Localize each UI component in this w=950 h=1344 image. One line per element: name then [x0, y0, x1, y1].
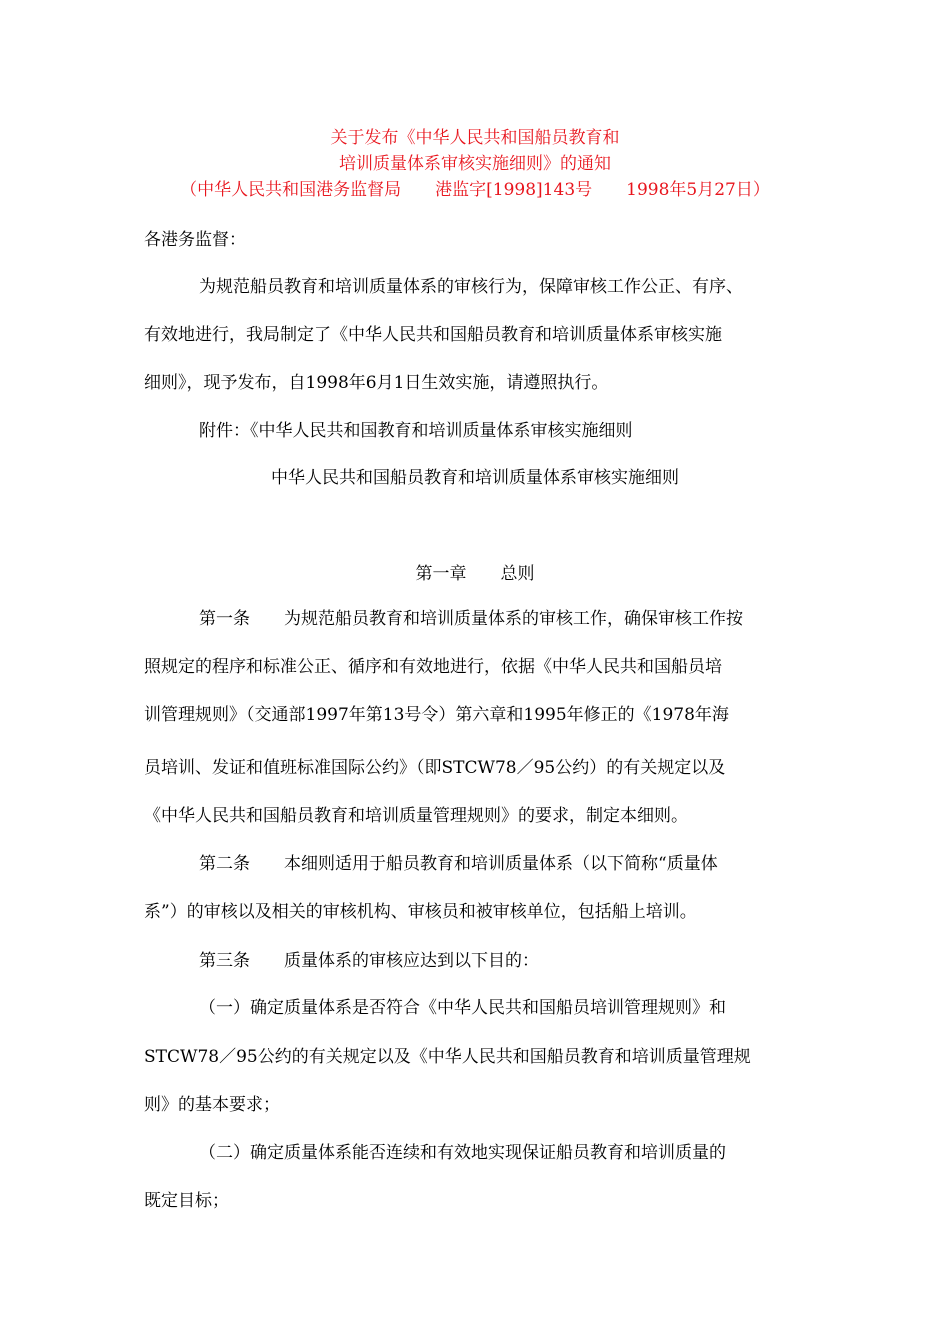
- article-1-line: 训管理规则》（交通部1997年第13号令）第六章和1995年修正的《1978年海: [144, 705, 729, 725]
- issuer-line: （中华人民共和国港务监督局 港监字[1998]143号 1998年5月27日）: [180, 180, 770, 200]
- item-2-line: 既定目标；: [144, 1191, 229, 1211]
- attachment-line: 附件：《中华人民共和国教育和培训质量体系审核实施细则: [199, 421, 633, 441]
- title-line-1: 关于发布《中华人民共和国船员教育和: [330, 128, 620, 148]
- article-1-line: 《中华人民共和国船员教育和培训质量管理规则》的要求，制定本细则。: [144, 806, 688, 826]
- notice-body-line: 细则》，现予发布，自1998年6月1日生效实施，请遵照执行。: [144, 373, 609, 393]
- article-1-line: 照规定的程序和标准公正、循序和有效地进行，依据《中华人民共和国船员培: [144, 657, 722, 677]
- item-1-line: （一）确定质量体系是否符合《中华人民共和国船员培训管理规则》和: [199, 998, 726, 1018]
- chapter-heading: 第一章 总则: [415, 564, 535, 584]
- notice-body-line: 为规范船员教育和培训质量体系的审核行为，保障审核工作公正、有序、: [199, 277, 743, 297]
- title-line-2: 培训质量体系审核实施细则》的通知: [339, 154, 611, 174]
- notice-body-line: 有效地进行，我局制定了《中华人民共和国船员教育和培训质量体系审核实施: [144, 325, 722, 345]
- article-3-line: 第三条 质量体系的审核应达到以下目的：: [199, 951, 539, 971]
- article-1-line: 员培训、发证和值班标准国际公约》（即STCW78／95公约）的有关规定以及: [144, 758, 726, 778]
- item-1-line: 则》的基本要求；: [144, 1095, 280, 1115]
- item-2-line: （二）确定质量体系能否连续和有效地实现保证船员教育和培训质量的: [199, 1143, 726, 1163]
- item-1-line: STCW78／95公约的有关规定以及《中华人民共和国船员教育和培训质量管理规: [144, 1047, 751, 1067]
- rules-title: 中华人民共和国船员教育和培训质量体系审核实施细则: [271, 468, 679, 488]
- article-2-line: 第二条 本细则适用于船员教育和培训质量体系（以下简称“质量体: [199, 854, 718, 874]
- article-1-line: 第一条 为规范船员教育和培训质量体系的审核工作，确保审核工作按: [199, 609, 743, 629]
- article-2-line: 系”）的审核以及相关的审核机构、审核员和被审核单位，包括船上培训。: [144, 902, 697, 922]
- salutation: 各港务监督：: [144, 230, 246, 250]
